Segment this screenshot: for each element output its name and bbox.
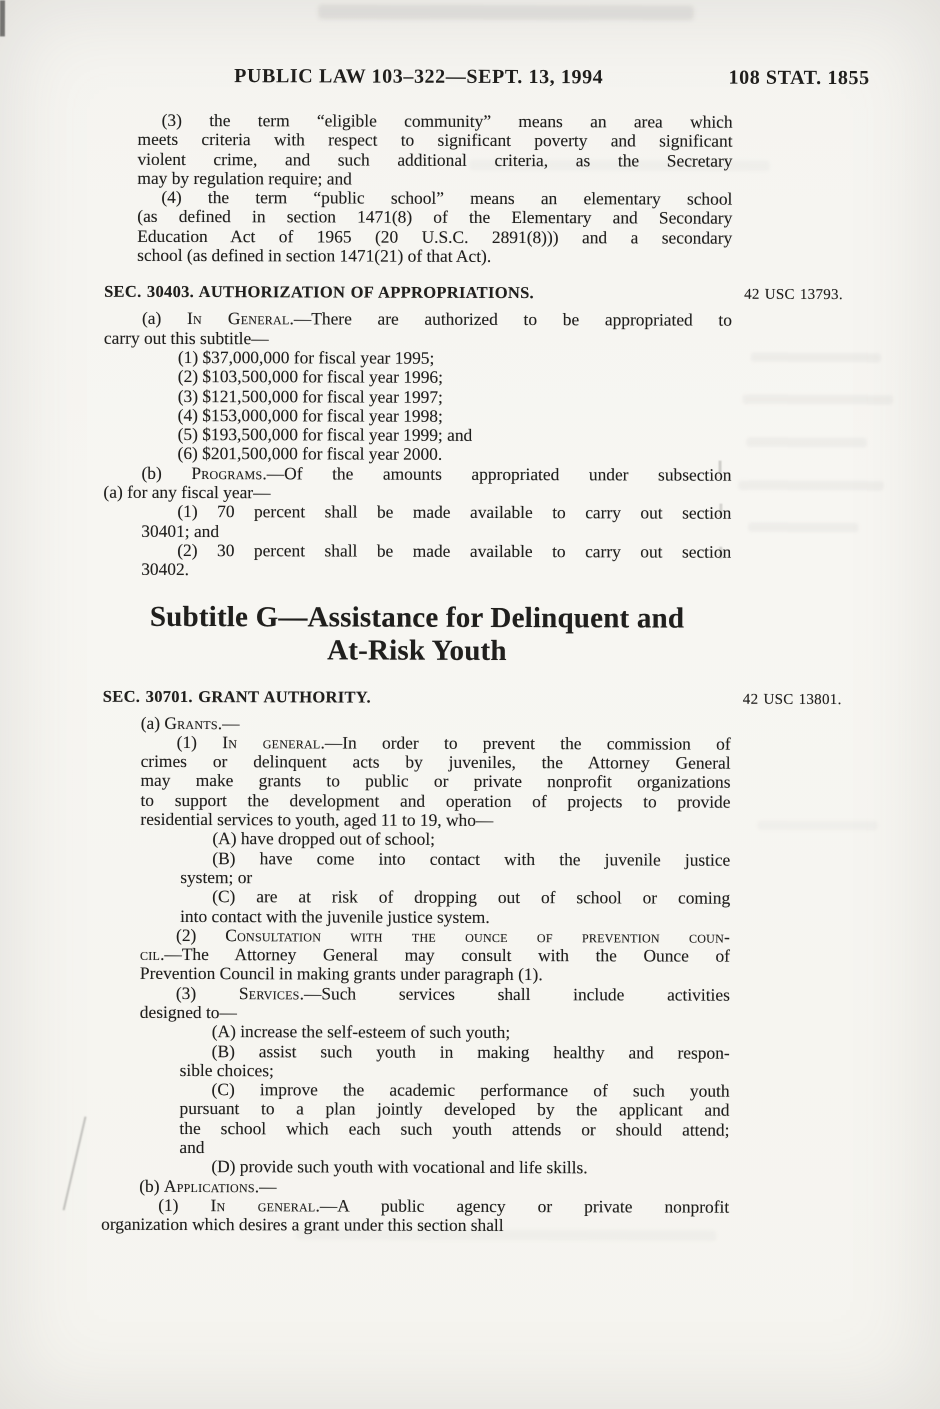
text-run: (2)	[176, 924, 226, 945]
text-run: .—	[217, 712, 240, 733]
text-run: system; or	[180, 866, 253, 888]
text-run: (a)	[140, 712, 165, 733]
subtitle-heading	[103, 600, 731, 668]
text-run: (C) improve the academic performance of such youth	[211, 1079, 730, 1101]
smallcaps-run: In general	[222, 731, 321, 753]
text-run: (A) have dropped out of school;	[212, 828, 436, 850]
statute-line	[103, 541, 731, 562]
text-run: (2) 30 percent shall be made available to carry out section	[177, 539, 732, 562]
statute-paragraph	[104, 111, 732, 190]
section-heading-text: SEC. 30701. GRANT AUTHORITY.	[102, 686, 371, 707]
text-run: (1) 70 percent shall be made available to carry out section	[177, 501, 732, 524]
text-run: 30402.	[141, 559, 190, 580]
text-run: .—	[254, 1175, 277, 1196]
scan-artifact-bleed	[747, 438, 867, 447]
text-run: Education Act of 1965 (20 U.S.C. 2891(8))) and a secondary	[137, 225, 733, 248]
text-run: (D) provide such youth with vocational and life skills.	[211, 1156, 588, 1178]
scan-artifact-corner-mark	[0, 0, 5, 36]
text-run: and	[179, 1137, 205, 1158]
text-run: .—Of the amounts appropriated under subsection	[262, 462, 732, 485]
text-run: school (as defined in section 1471(21) of that Act).	[137, 244, 492, 267]
uscode-margin-note: 42 USC 13801.	[742, 691, 842, 708]
text-run: (4) the term “public school” means an elementary school	[161, 187, 733, 209]
text-run: (C) are at risk of dropping out of school or coming	[212, 886, 731, 908]
text-run: (1) $37,000,000 for fiscal year 1995;	[177, 346, 435, 368]
statute-paragraph	[101, 1196, 729, 1237]
text-run: (2) $103,500,000 for fiscal year 1996;	[177, 366, 443, 388]
statute-line	[102, 868, 730, 889]
statute-line	[104, 246, 732, 267]
text-run: (B) assist such youth in making healthy and respon-	[211, 1040, 730, 1063]
section-heading	[102, 686, 842, 708]
statute-paragraph	[102, 926, 730, 986]
text-run: .—Such services shall include activities	[299, 983, 730, 1005]
statute-paragraph	[102, 1041, 730, 1082]
text-run: meets criteria with respect to significant poverty and significant	[137, 129, 733, 151]
text-run: crimes or delinquent acts by juveniles, the Attorney General	[140, 750, 731, 773]
statute-paragraph	[102, 848, 730, 889]
text-run: (1)	[158, 1194, 211, 1216]
statute-paragraph	[102, 887, 730, 928]
text-run: Prevention Council in making grants under paragraph (1).	[139, 963, 543, 985]
text-run: (b)	[139, 1175, 164, 1196]
text-run: (5) $193,500,000 for fiscal year 1999; and	[177, 424, 473, 446]
text-run: (4) $153,000,000 for fiscal year 1998;	[177, 404, 443, 426]
scan-artifact-bleed	[757, 821, 877, 830]
text-run: (a) for any fiscal year—	[103, 481, 271, 503]
text-run: (A) increase the self-esteem of such youth;	[211, 1021, 511, 1043]
scan-artifact-bleed	[748, 523, 858, 532]
text-run: (a)	[141, 308, 188, 329]
text-run: .—A public agency or private nonprofit	[315, 1195, 730, 1217]
statute-paragraph	[102, 829, 730, 850]
statute-line	[102, 810, 730, 831]
smallcaps-run: In general	[210, 1195, 316, 1216]
running-head-law-title: PUBLIC LAW 103–322—SEPT. 13, 1994	[234, 65, 604, 89]
text-run: may make grants to public or private nonprofit organizations	[140, 770, 731, 793]
text-run: violent crime, and such additional criteria, as the Secretary	[137, 148, 733, 171]
text-run: sible choices;	[179, 1059, 274, 1081]
uscode-margin-note: 42 USC 13793.	[744, 287, 843, 304]
statute-line	[101, 1138, 729, 1159]
smallcaps-run: Programs	[191, 462, 263, 483]
text-run: (1)	[176, 731, 223, 752]
text-run: designed to—	[139, 1001, 237, 1023]
smallcaps-run: Applications	[163, 1175, 255, 1196]
text-run: may by regulation require; and	[137, 167, 352, 189]
smallcaps-run: Services	[238, 982, 300, 1004]
scan-artifact-bleed	[751, 353, 881, 362]
statute-paragraph	[101, 1080, 729, 1159]
smallcaps-run: cil	[139, 943, 161, 964]
statute-line	[102, 1003, 730, 1024]
smallcaps-run: Grants	[164, 712, 218, 733]
smallcaps-run: Consultation with the ounce of prevention coun-	[225, 924, 731, 947]
statute-paragraph	[103, 502, 731, 543]
section-heading	[104, 282, 843, 304]
statute-paragraph	[104, 309, 732, 350]
text-run: pursuant to a plan jointly developed by the applicant and	[179, 1098, 730, 1121]
text-run: the school which each such youth attends or should attend;	[179, 1117, 730, 1140]
statute-paragraph	[102, 733, 730, 831]
subtitle-heading-line: Subtitle G—Assistance for Delinquent and	[149, 600, 685, 635]
running-head-stat-number: 108 STAT. 1855	[728, 66, 870, 90]
text-run: (B) have come into contact with the juvenile justice	[212, 847, 731, 870]
statute-line	[102, 1061, 730, 1082]
statute-paragraph	[102, 983, 730, 1024]
text-run: (b)	[141, 462, 192, 483]
statute-paragraph	[102, 1022, 730, 1043]
text-run: .—The Attorney General may consult with the Ounce of	[160, 943, 731, 966]
text-run: (3)	[175, 982, 239, 1003]
subtitle-heading-line: At-Risk Youth	[327, 633, 507, 667]
text-run: 30401; and	[141, 520, 220, 541]
text-run: to support the development and operation of projects to provide	[140, 789, 731, 812]
text-run: (3) $121,500,000 for fiscal year 1997;	[177, 385, 443, 407]
text-run: (as defined in section 1471(8) of the Elementary and Secondary	[137, 206, 733, 229]
statute-text-column	[101, 109, 843, 1237]
running-head	[105, 65, 870, 93]
smallcaps-run: In General	[186, 308, 290, 329]
scan-artifact-scratch	[63, 1116, 87, 1210]
scan-artifact-top-bleed	[318, 4, 694, 20]
scan-artifact-bleed	[738, 481, 883, 490]
statute-line	[102, 1022, 730, 1043]
statute-line	[102, 829, 730, 850]
text-run: into contact with the juvenile justice system.	[180, 905, 490, 927]
text-run: carry out this subtitle—	[103, 327, 269, 348]
statute-line	[101, 1215, 729, 1236]
text-run: residential services to youth, aged 11 to 19, who—	[140, 808, 494, 830]
section-heading-text: SEC. 30403. AUTHORIZATION OF APPROPRIATIONS.	[104, 282, 535, 303]
statute-line	[103, 560, 731, 581]
text-run: .—In order to prevent the commission of	[320, 732, 731, 754]
statute-paragraph	[103, 541, 731, 582]
text-run: (6) $201,500,000 for fiscal year 2000.	[177, 443, 443, 465]
text-run: organization which desires a grant under this section shall	[101, 1213, 504, 1236]
text-run: (3) the term “eligible community” means an area which	[161, 109, 733, 132]
scan-artifact-bleed	[743, 395, 893, 404]
statute-paragraph	[104, 188, 732, 267]
statute-paragraph	[103, 463, 731, 504]
text-run: .—There are authorized to be appropriated to	[289, 308, 733, 331]
